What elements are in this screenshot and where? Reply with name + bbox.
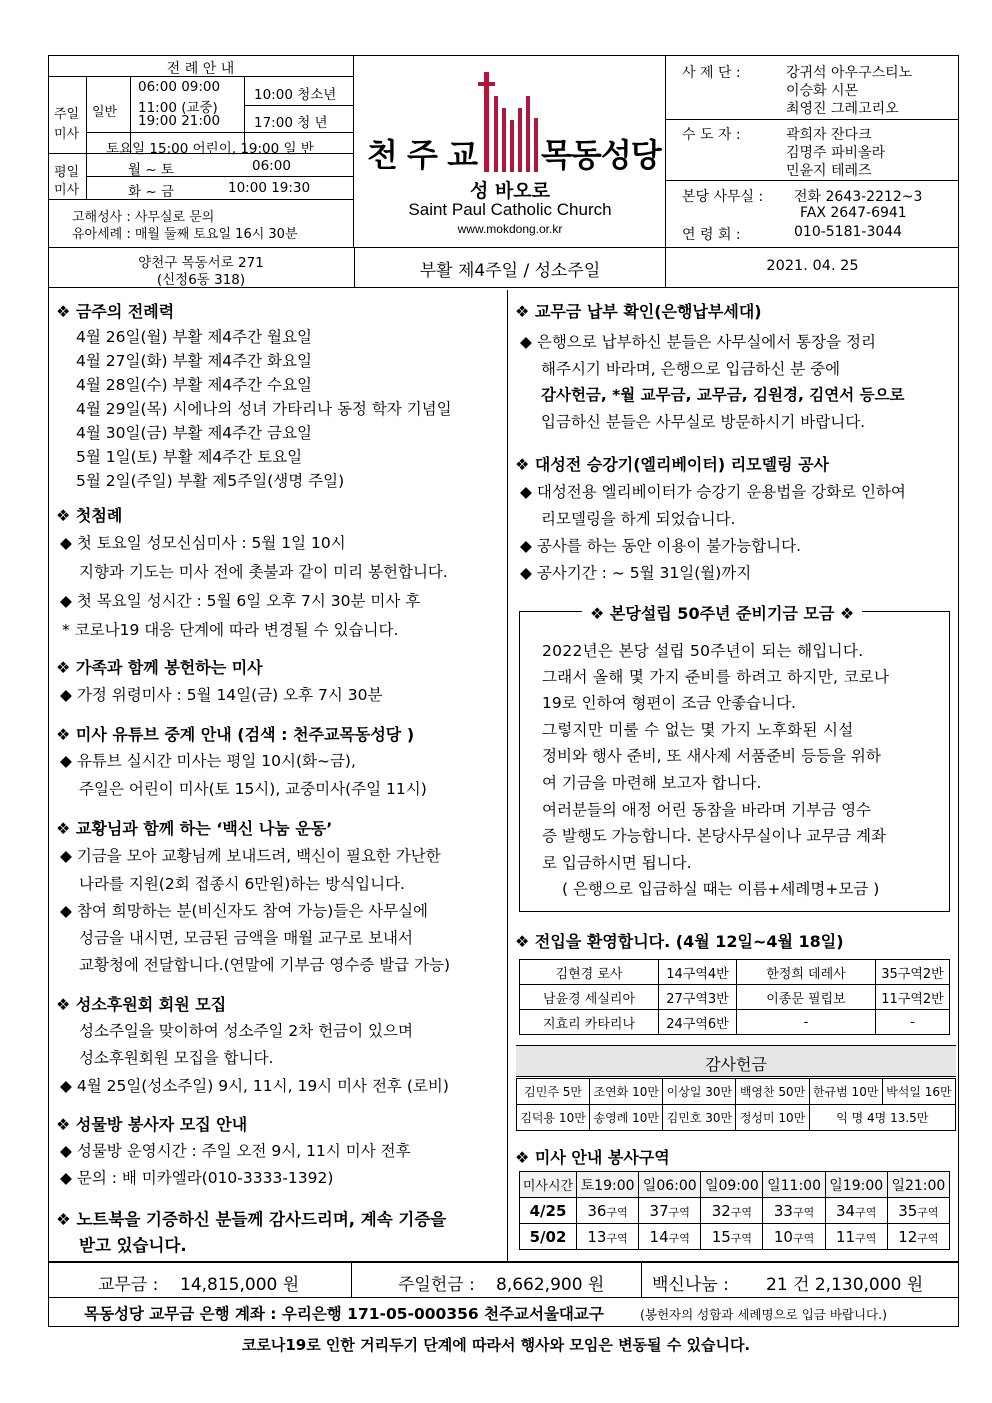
- contact-label: 연 령 회 :: [682, 227, 741, 243]
- address-line-2: (신정6동 318): [156, 272, 246, 288]
- welcome-zone: 27구역3반: [659, 985, 737, 1010]
- table-row: [520, 1198, 950, 1224]
- bulletin-date: 2021. 04. 25: [766, 258, 859, 274]
- column-divider: [507, 290, 508, 1262]
- dues-line-1: ◆ 은행으로 납부하신 분들은 사무실에서 통장을 정리: [520, 333, 876, 351]
- first-devotion-title: ❖ 첫첨례: [56, 506, 123, 525]
- cathedral-icon: [470, 68, 550, 172]
- first-devotion-line-4: * 코로나19 대응 단계에 따라 변경될 수 있습니다.: [62, 621, 399, 639]
- service-cell: 33구역: [763, 1198, 825, 1224]
- weekday-label: 평일: [54, 165, 80, 180]
- anniversary-line-8: 증 발행도 가능합니다. 본당사무실이나 교무금 계좌: [542, 827, 886, 845]
- table-row: [520, 1224, 950, 1250]
- priest-3: 최영진 그레고리오: [786, 101, 899, 117]
- infant-baptism-info: 유아세례 : 매월 둘째 토요일 16시 30분: [72, 227, 298, 242]
- welcome-name: 남윤경 세실리아: [520, 985, 659, 1010]
- service-cell: 14구역: [639, 1224, 701, 1250]
- elevator-title: ❖ 대성전 승강기(엘리베이터) 리모델링 공사: [515, 455, 830, 474]
- youtube-line-1: ◆ 유튜브 실시간 미사는 평일 10시(화~금),: [60, 752, 356, 770]
- service-cell: 10구역: [763, 1224, 825, 1250]
- thanks-cell: 한규범 10만: [809, 1079, 882, 1105]
- service-header: 일19:00: [825, 1172, 887, 1198]
- thanks-cell: 익 명 4명 13.5만: [809, 1105, 955, 1131]
- contact-phone: 010-5181-3044: [794, 224, 903, 240]
- anniversary-line-5: 정비와 행사 준비, 또 새사제 서품준비 등등을 위하: [542, 747, 881, 765]
- vocation-line-2: 성소후원회원 모집을 합니다.: [79, 1049, 274, 1067]
- thanks-cell: 박석일 16만: [882, 1079, 955, 1105]
- calendar-item-1: 4월 26일(월) 부활 제4주간 월요일: [76, 328, 312, 346]
- service-cell: 13구역: [577, 1224, 639, 1250]
- anniversary-line-10: ( 은행으로 입금하실 때는 이름+세례명+모금 ): [562, 880, 880, 898]
- vocation-line-3: ◆ 4월 25일(성소주일) 9시, 11시, 19시 미사 전후 (로비): [60, 1077, 449, 1095]
- thanks-cell: 김덕용 10만: [517, 1105, 590, 1131]
- service-table: [519, 1171, 950, 1250]
- weekday-row1-days: 월 ~ 토: [128, 162, 174, 178]
- calendar-item-6: 5월 1일(토) 부활 제4주간 토요일: [76, 448, 303, 466]
- church-logo: [355, 56, 665, 247]
- offering-total-value: 8,662,900 원: [496, 1275, 605, 1295]
- covid-notice: 코로나19로 인한 거리두기 단계에 따라서 행사와 모임은 변동될 수 있습니다.: [241, 1336, 751, 1354]
- youtube-title: ❖ 미사 유튜브 중계 안내 (검색 : 천주교목동성당 ): [56, 725, 415, 744]
- dues-total-label: 교무금 :: [98, 1275, 159, 1295]
- service-cell: 32구역: [701, 1198, 763, 1224]
- laptop-line-1: ❖ 노트북을 기증하신 분들께 감사드리며, 계속 기증을: [56, 1210, 447, 1229]
- welcome-name: 한정희 데레사: [737, 960, 876, 985]
- service-cell: 35구역: [887, 1198, 949, 1224]
- welcome-title: ❖ 전입을 환영합니다. (4월 12일~4월 18일): [515, 932, 844, 951]
- shop-title: ❖ 성물방 봉사자 모집 안내: [56, 1115, 248, 1134]
- bank-note: (봉헌자의 성함과 세례명으로 입금 바랍니다.): [640, 1307, 887, 1322]
- calendar-title: ❖ 금주의 전례력: [56, 302, 175, 321]
- anniversary-line-4: 그렇지만 미룰 수 없는 몇 가지 노후화된 시설: [542, 721, 854, 739]
- welcome-zone: 24구역6반: [659, 1010, 737, 1035]
- service-header: 일06:00: [639, 1172, 701, 1198]
- vaccine-total-label: 백신나눔 :: [652, 1275, 729, 1295]
- welcome-name: 지효리 카타리나: [520, 1010, 659, 1035]
- first-devotion-line-3: ◆ 첫 목요일 성시간 : 5월 6일 오후 7시 30분 미사 후: [60, 592, 421, 610]
- table-row: [520, 960, 950, 985]
- table-row: [517, 1105, 956, 1131]
- thanks-cell: 이상일 30만: [663, 1079, 736, 1105]
- address-line-1: 양천구 목동서로 271: [138, 255, 264, 271]
- sister-1: 곽희자 잔다크: [786, 127, 872, 143]
- dues-line-2: 해주시기 바라며, 은행으로 입금하신 분 중에: [541, 360, 841, 378]
- welcome-zone: 14구역4반: [659, 960, 737, 985]
- thanks-table: [516, 1078, 956, 1131]
- weekday-row2-time: 10:00 19:30: [228, 180, 311, 196]
- thanks-cell: 김민호 30만: [663, 1105, 736, 1131]
- anniversary-title: ❖ 본당설립 50주년 준비기금 모금 ❖: [582, 601, 862, 624]
- confession-info: 고해성사 : 사무실로 문의: [72, 210, 215, 225]
- general-time-2: 11:00 (교중): [138, 100, 218, 116]
- church-name-left: 천 주 교: [367, 136, 478, 174]
- welcome-zone: 11구역2반: [876, 985, 950, 1010]
- liturgy-title: 전 례 안 내: [166, 61, 235, 77]
- general-time-3: 19:00 21:00: [138, 113, 221, 129]
- welcome-zone: 35구역2반: [876, 960, 950, 985]
- service-cell: 36구역: [577, 1198, 639, 1224]
- shop-line-2: ◆ 문의 : 배 미카엘라(010-3333-1392): [60, 1169, 334, 1187]
- vaccine-title: ❖ 교황님과 함께 하는 ‘백신 나눔 운동’: [56, 819, 333, 838]
- elevator-line-3: ◆ 공사를 하는 동안 이용이 불가능합니다.: [520, 537, 802, 555]
- welcome-name: 김현경 로사: [520, 960, 659, 985]
- first-devotion-line-2: 지향과 기도는 미사 전에 촛불과 같이 미리 봉헌합니다.: [79, 563, 448, 581]
- thanks-cell: 정성미 10만: [736, 1105, 809, 1131]
- first-devotion-line-1: ◆ 첫 토요일 성모신심미사 : 5월 1일 10시: [60, 534, 346, 552]
- website-url[interactable]: www.mokdong.or.kr: [457, 222, 563, 236]
- thanks-cell: 조연화 10만: [590, 1079, 663, 1105]
- anniversary-line-7: 여러분들의 애정 어린 동참을 바라며 기부금 영수: [542, 801, 872, 819]
- calendar-item-3: 4월 28일(수) 부활 제4주간 수요일: [76, 376, 312, 394]
- office-label: 본당 사무실 :: [682, 189, 764, 205]
- anniversary-line-2: 그래서 올해 몇 가지 준비를 하려고 하지만, 코로나: [542, 668, 890, 686]
- priest-1: 강귀석 아우구스티노: [786, 65, 913, 81]
- dues-total-value: 14,815,000 원: [180, 1275, 300, 1295]
- calendar-item-4: 4월 29일(목) 시에나의 성녀 가타리나 동정 학자 기념일: [76, 400, 452, 418]
- service-cell: 15구역: [701, 1224, 763, 1250]
- weekday-row2-days: 화 ~ 금: [128, 184, 174, 200]
- dues-line-4: 입금하신 분들은 사무실로 방문하시기 바랍니다.: [541, 413, 866, 431]
- service-date: 4/25: [520, 1198, 577, 1224]
- elevator-line-1: ◆ 대성전용 엘리베이터가 승강기 운용법을 강화로 인하여: [520, 483, 906, 501]
- priests-label: 사 제 단 :: [682, 65, 741, 81]
- service-header: 미사시간: [520, 1172, 577, 1198]
- welcome-table: [519, 959, 950, 1035]
- general-label: 일반: [92, 105, 118, 120]
- table-row: [520, 1172, 950, 1198]
- weekday-row1-time: 06:00: [252, 158, 291, 174]
- elevator-line-2: 리모델링을 하게 되었습니다.: [541, 510, 736, 528]
- dues-line-3: 감사헌금, *월 교무금, 교무금, 김원경, 김연서 등으로: [541, 386, 905, 404]
- anniversary-line-9: 로 입금하시면 됩니다.: [542, 854, 692, 872]
- service-cell: 34구역: [825, 1198, 887, 1224]
- offering-total-label: 주일헌금 :: [398, 1275, 475, 1295]
- table-row: [517, 1079, 956, 1105]
- sunday-label: 주일: [54, 107, 80, 122]
- service-header: 토19:00: [577, 1172, 639, 1198]
- young-adult-time: 17:00 청 년: [254, 115, 328, 131]
- priest-2: 이승화 시몬: [786, 83, 859, 99]
- sister-3: 민윤지 테레즈: [786, 163, 872, 179]
- shop-line-1: ◆ 성물방 운영시간 : 주일 오전 9시, 11시 미사 전후: [60, 1142, 411, 1160]
- vocation-title: ❖ 성소후원회 회원 모집: [56, 995, 227, 1014]
- patron-name: 성 바오로: [469, 180, 551, 202]
- youtube-line-2: 주일은 어린이 미사(토 15시), 교중미사(주일 11시): [79, 780, 427, 798]
- table-row: [520, 1010, 950, 1035]
- office-phone: 전화 2643-2212~3: [794, 189, 923, 205]
- service-title: ❖ 미사 안내 봉사구역: [515, 1148, 670, 1167]
- week-title: 부활 제4주일 / 성소주일: [419, 261, 601, 281]
- vaccine-total-value: 21 건 2,130,000 원: [766, 1275, 924, 1295]
- laptop-line-2: 받고 있습니다.: [79, 1236, 187, 1255]
- calendar-item-5: 4월 30일(금) 부활 제4주간 금요일: [76, 424, 312, 442]
- bank-account: 목동성당 교무금 은행 계좌 : 우리은행 171-05-000356 천주교서울대교구: [84, 1305, 604, 1323]
- service-header: 일11:00: [763, 1172, 825, 1198]
- family-mass-title: ❖ 가족과 함께 봉헌하는 미사: [56, 658, 263, 677]
- english-name: Saint Paul Catholic Church: [408, 200, 612, 219]
- thanks-cell: 김민주 5만: [517, 1079, 590, 1105]
- thanks-cell: 송영례 10만: [590, 1105, 663, 1131]
- vaccine-line-3: ◆ 참여 희망하는 분(비신자도 참여 가능)들은 사무실에: [60, 902, 429, 920]
- service-cell: 37구역: [639, 1198, 701, 1224]
- saturday-mass: 토요일 15:00 어린이, 19:00 일 반: [106, 141, 314, 157]
- thanks-title: 감사헌금: [705, 1055, 767, 1074]
- general-time-1: 06:00 09:00: [138, 79, 221, 95]
- welcome-name: 이종문 필립보: [737, 985, 876, 1010]
- service-cell: 11구역: [825, 1224, 887, 1250]
- youth-time: 10:00 청소년: [254, 87, 337, 103]
- office-fax: FAX 2647-6941: [800, 205, 907, 221]
- sister-2: 김명주 파비올라: [786, 145, 886, 161]
- service-header: 일21:00: [887, 1172, 949, 1198]
- service-cell: 12구역: [887, 1224, 949, 1250]
- liturgy-box: [48, 55, 354, 247]
- weekday-label-2: 미사: [54, 183, 80, 198]
- elevator-line-4: ◆ 공사기간 : ~ 5월 31일(월)까지: [520, 564, 752, 582]
- calendar-item-7: 5월 2일(주일) 부활 제5주일(생명 주일): [76, 472, 345, 490]
- service-header: 일09:00: [701, 1172, 763, 1198]
- family-mass-line-1: ◆ 가정 위령미사 : 5월 14일(금) 오후 7시 30분: [60, 686, 383, 704]
- table-row: [520, 985, 950, 1010]
- thanks-cell: 백영찬 50만: [736, 1079, 809, 1105]
- staff-info: [666, 56, 959, 246]
- calendar-item-2: 4월 27일(화) 부활 제4주간 화요일: [76, 352, 312, 370]
- thanks-header: [516, 1045, 956, 1077]
- vaccine-line-1: ◆ 기금을 모아 교황님께 보내드려, 백신이 필요한 가난한: [60, 847, 441, 865]
- dues-title: ❖ 교무금 납부 확인(은행납부세대): [515, 302, 762, 321]
- welcome-name: -: [737, 1010, 876, 1035]
- church-name-right: 목동성당: [541, 136, 661, 174]
- vocation-line-1: 성소주일을 맞이하여 성소주일 2차 헌금이 있으며: [79, 1022, 413, 1040]
- welcome-zone: -: [876, 1010, 950, 1035]
- sunday-label-2: 미사: [54, 127, 80, 142]
- vaccine-line-4: 성금을 내시면, 모금된 금액을 매월 교구로 보내서: [79, 929, 413, 947]
- anniversary-line-1: 2022년은 본당 설립 50주년이 되는 해입니다.: [542, 642, 864, 660]
- anniversary-line-6: 여 기금을 마련해 보고자 합니다.: [542, 774, 762, 792]
- vaccine-line-2: 나라를 지원(2회 접종시 6만원)하는 방식입니다.: [79, 875, 405, 893]
- service-date: 5/02: [520, 1224, 577, 1250]
- vaccine-line-5: 교황청에 전달합니다.(연말에 기부금 영수증 발급 가능): [79, 956, 451, 974]
- sisters-label: 수 도 자 :: [682, 127, 741, 143]
- anniversary-line-3: 19로 인하여 형편이 조금 안좋습니다.: [542, 694, 796, 712]
